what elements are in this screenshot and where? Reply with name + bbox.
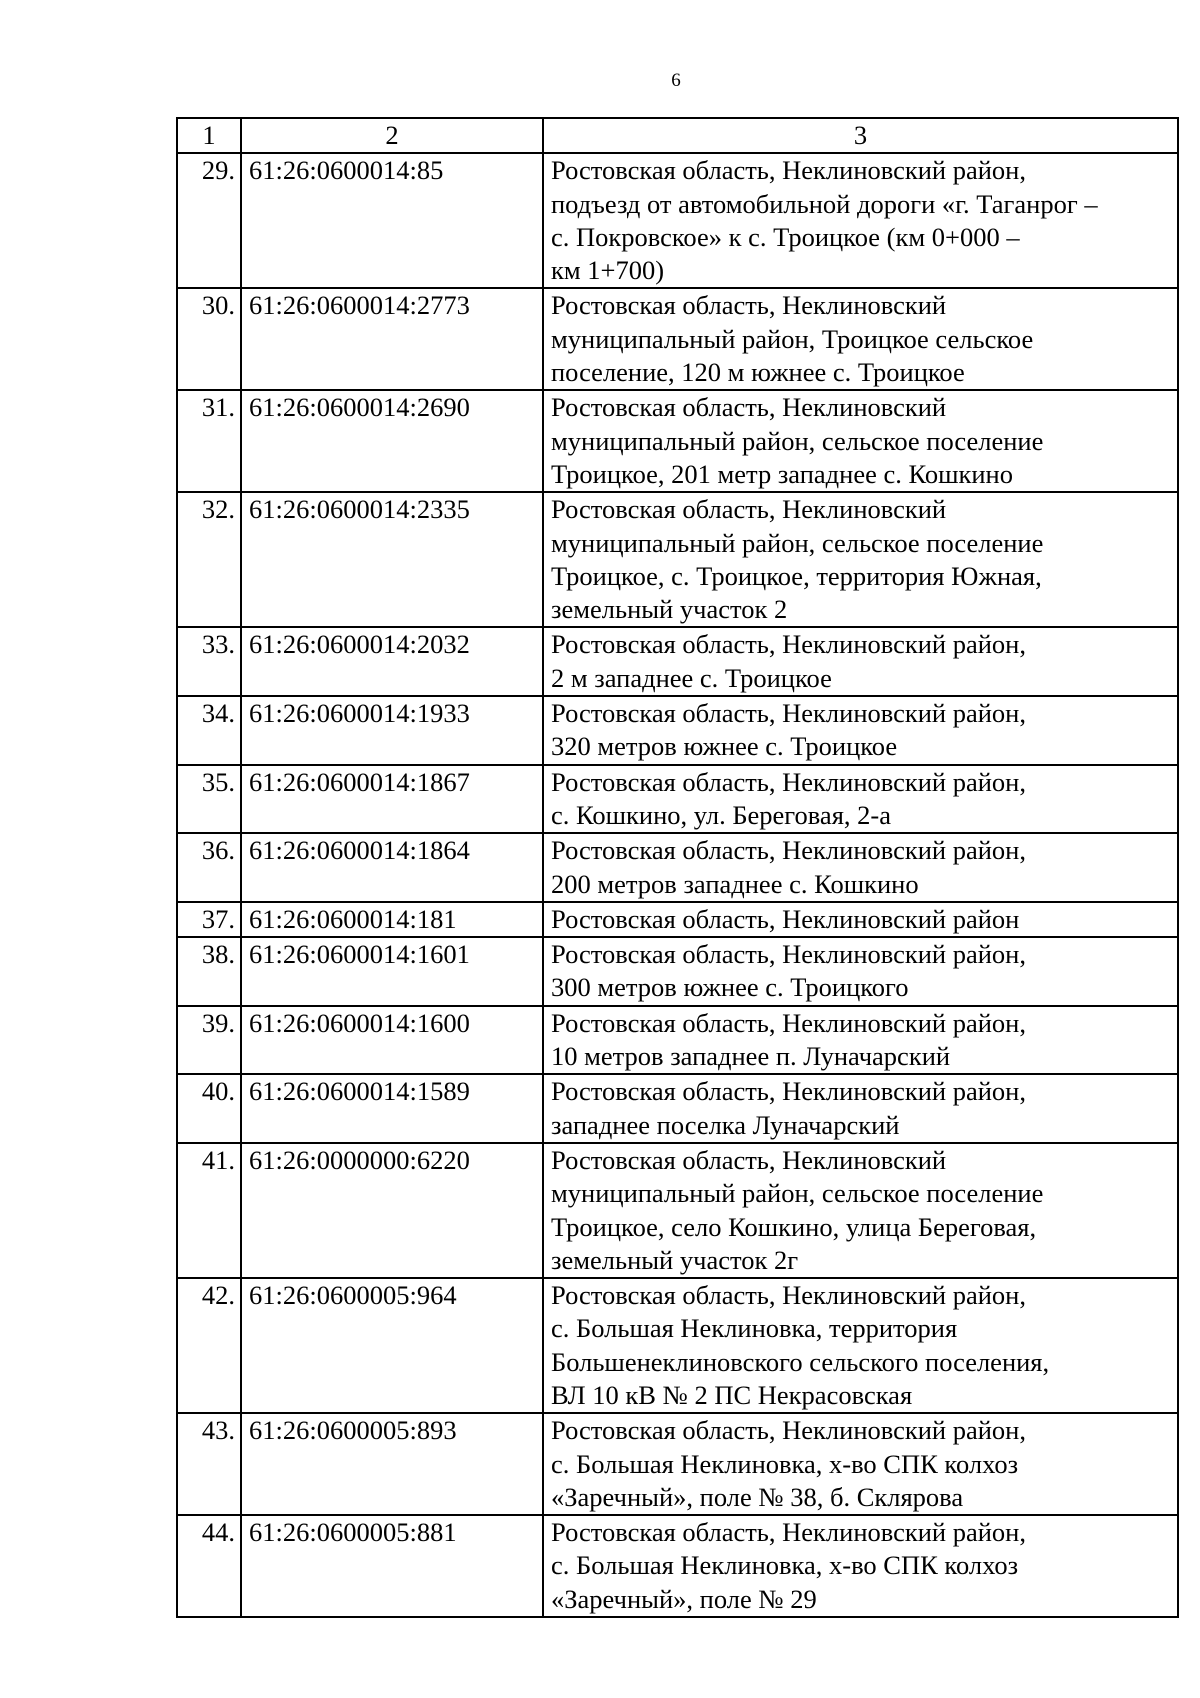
cadastral-number: 61:26:0600014:1867 xyxy=(241,765,543,834)
cadastral-number: 61:26:0600014:1589 xyxy=(241,1074,543,1143)
row-number: 32. xyxy=(177,492,241,627)
cadastral-number: 61:26:0600014:1864 xyxy=(241,833,543,902)
row-number: 39. xyxy=(177,1006,241,1075)
row-number: 40. xyxy=(177,1074,241,1143)
address-cell: Ростовская область, Неклиновский район, с. Большая Неклиновка, территория Большенеклиновского сельского поселения, ВЛ 10 кВ № 2 ПС Некрасовская xyxy=(543,1278,1178,1413)
cadastral-number: 61:26:0600005:881 xyxy=(241,1515,543,1617)
row-number: 43. xyxy=(177,1413,241,1515)
table-row xyxy=(177,492,1178,627)
cadastral-number: 61:26:0600014:2690 xyxy=(241,390,543,492)
address-cell: Ростовская область, Неклиновский муниципальный район, Троицкое сельское поселение, 120 м южнее с. Троицкое xyxy=(543,288,1178,390)
cadastral-number: 61:26:0600014:1601 xyxy=(241,937,543,1006)
page-number: 6 xyxy=(671,70,681,91)
cadastral-number: 61:26:0600014:85 xyxy=(241,153,543,288)
address-cell: Ростовская область, Неклиновский район, 10 метров западнее п. Луначарский xyxy=(543,1006,1178,1075)
table-row xyxy=(177,1143,1178,1278)
row-number: 44. xyxy=(177,1515,241,1617)
cadastral-number: 61:26:0600014:2335 xyxy=(241,492,543,627)
row-number: 30. xyxy=(177,288,241,390)
row-number: 31. xyxy=(177,390,241,492)
cadastral-number: 61:26:0600014:2773 xyxy=(241,288,543,390)
address-cell: Ростовская область, Неклиновский муниципальный район, сельское поселение Троицкое, 201 метр западнее с. Кошкино xyxy=(543,390,1178,492)
cadastral-number: 61:26:0600014:1600 xyxy=(241,1006,543,1075)
table-row xyxy=(177,1006,1178,1075)
cadastral-number: 61:26:0600014:2032 xyxy=(241,627,543,696)
address-cell: Ростовская область, Неклиновский муниципальный район, сельское поселение Троицкое, с. Троицкое, территория Южная, земельный участок 2 xyxy=(543,492,1178,627)
table-row xyxy=(177,902,1178,937)
table-row xyxy=(177,153,1178,288)
cadastral-number: 61:26:0600005:893 xyxy=(241,1413,543,1515)
address-cell: Ростовская область, Неклиновский район, 300 метров южнее с. Троицкого xyxy=(543,937,1178,1006)
address-cell: Ростовская область, Неклиновский район, 200 метров западнее с. Кошкино xyxy=(543,833,1178,902)
row-number: 29. xyxy=(177,153,241,288)
parcels-table xyxy=(176,117,1179,1618)
table-row xyxy=(177,1278,1178,1413)
address-cell: Ростовская область, Неклиновский муниципальный район, сельское поселение Троицкое, село Кошкино, улица Береговая, земельный участок 2г xyxy=(543,1143,1178,1278)
cadastral-number: 61:26:0600014:1933 xyxy=(241,696,543,765)
address-cell: Ростовская область, Неклиновский район, западнее поселка Луначарский xyxy=(543,1074,1178,1143)
column-header-number: 1 xyxy=(177,118,241,153)
table-row xyxy=(177,937,1178,1006)
address-cell: Ростовская область, Неклиновский район, с. Большая Неклиновка, х-во СПК колхоз «Заречный», поле № 29 xyxy=(543,1515,1178,1617)
address-cell: Ростовская область, Неклиновский район, 2 м западнее с. Троицкое xyxy=(543,627,1178,696)
row-number: 35. xyxy=(177,765,241,834)
table-header-row xyxy=(177,118,1178,153)
address-cell: Ростовская область, Неклиновский район xyxy=(543,902,1178,937)
row-number: 33. xyxy=(177,627,241,696)
row-number: 42. xyxy=(177,1278,241,1413)
table-row xyxy=(177,288,1178,390)
table-row xyxy=(177,1413,1178,1515)
table-row xyxy=(177,1515,1178,1617)
row-number: 34. xyxy=(177,696,241,765)
cadastral-number: 61:26:0000000:6220 xyxy=(241,1143,543,1278)
table-row xyxy=(177,390,1178,492)
address-cell: Ростовская область, Неклиновский район, с. Большая Неклиновка, х-во СПК колхоз «Заречный», поле № 38, б. Склярова xyxy=(543,1413,1178,1515)
table-row xyxy=(177,765,1178,834)
column-header-cadastral: 2 xyxy=(241,118,543,153)
table-body xyxy=(177,118,1178,1617)
row-number: 36. xyxy=(177,833,241,902)
cadastral-number: 61:26:0600005:964 xyxy=(241,1278,543,1413)
row-number: 41. xyxy=(177,1143,241,1278)
table-row xyxy=(177,696,1178,765)
cadastral-number: 61:26:0600014:181 xyxy=(241,902,543,937)
table-row xyxy=(177,1074,1178,1143)
address-cell: Ростовская область, Неклиновский район, 320 метров южнее с. Троицкое xyxy=(543,696,1178,765)
address-cell: Ростовская область, Неклиновский район, с. Кошкино, ул. Береговая, 2-а xyxy=(543,765,1178,834)
table-row xyxy=(177,833,1178,902)
table-row xyxy=(177,627,1178,696)
row-number: 37. xyxy=(177,902,241,937)
address-cell: Ростовская область, Неклиновский район, подъезд от автомобильной дороги «г. Таганрог – с. Покровское» к с. Троицкое (км 0+000 – км 1+700) xyxy=(543,153,1178,288)
column-header-address: 3 xyxy=(543,118,1178,153)
row-number: 38. xyxy=(177,937,241,1006)
